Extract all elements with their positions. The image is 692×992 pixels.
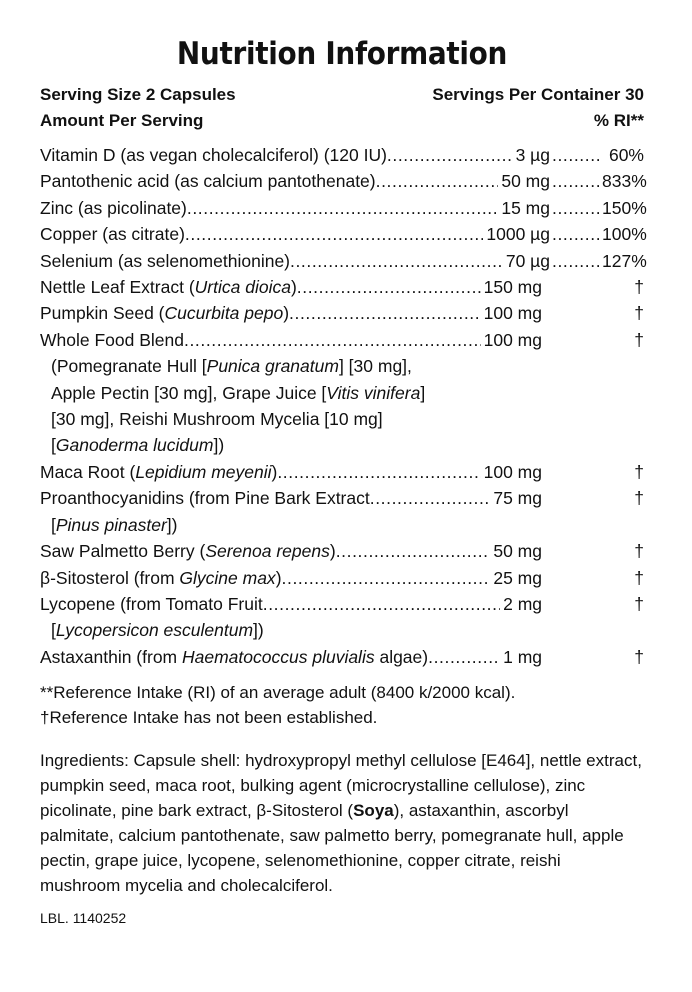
- ingredient-amount: 150 mg: [483, 277, 542, 298]
- leader-dots: [184, 327, 481, 353]
- nutrient-ri: 150%: [602, 197, 647, 218]
- nutrient-ri: 100%: [602, 224, 647, 245]
- blend-detail-line: (Pomegranate Hull [Punica granatum] [30 mg],: [51, 356, 412, 377]
- leader-dots: [336, 538, 491, 564]
- nutrient-amount: 1000 µg: [486, 224, 550, 245]
- ingredient-row: [40, 644, 644, 670]
- ingredient-amount: 25 mg: [493, 567, 542, 588]
- leader-dots: [282, 565, 491, 591]
- nutrient-row: [40, 195, 647, 221]
- nutrient-ri: 127%: [602, 250, 647, 271]
- nutrient-row: [40, 168, 647, 194]
- footnotes: [40, 680, 644, 730]
- leader-dots: [376, 168, 499, 194]
- leader-dots: [263, 591, 500, 617]
- nutrient-row: [40, 142, 644, 168]
- nutrient-name: Zinc (as picolinate): [40, 197, 187, 218]
- nutrient-row: [40, 221, 647, 247]
- nutrient-amount: 70 µg: [505, 250, 550, 271]
- ingredient-row: [40, 300, 644, 326]
- ingredient-name: Proanthocyanidins (from Pine Bark Extract: [40, 488, 370, 509]
- leader-dots: [187, 195, 498, 221]
- leader-dots: [550, 142, 602, 168]
- ingredients-text: Ingredients: Capsule shell: hydroxypropyl methyl cellulose [E464], nettle extract, pumpkin seed, maca root, bulking agent (microcrystalline cellulose), zinc picolinate, pine bark extract, β-Sitosterol (Soya), astaxanthin, ascorbyl palmitate, calcium pantothenate, saw palmetto berry, pomegranate hull, apple pectin, grape juice, lycopene, selenomethionine, copper citrate, reishi mushroom mycelia and cholecalciferol.: [40, 751, 642, 896]
- dagger-mark: †: [634, 461, 644, 482]
- ri-header: % RI**: [593, 111, 644, 130]
- ingredient-amount: 75 mg: [493, 488, 542, 509]
- ingredient-name: Saw Palmetto Berry (Serenoa repens): [40, 541, 336, 562]
- amount-header-row: [40, 108, 644, 134]
- ingredient-amount: 100 mg: [483, 461, 542, 482]
- footnote-dagger: †Reference Intake has not been established.: [40, 708, 378, 728]
- leader-dots: [550, 168, 602, 194]
- ingredient-row: [40, 459, 644, 485]
- nutrient-amount: 3 µg: [515, 145, 550, 165]
- blend-detail-line: [Ganoderma lucidum]): [51, 435, 225, 456]
- nutrient-name: Vitamin D (as vegan cholecalciferol) (120 IU): [40, 145, 387, 165]
- ingredient-row: [40, 327, 644, 353]
- nutrient-name: Selenium (as selenomethionine): [40, 250, 290, 271]
- leader-dots: [550, 221, 602, 247]
- pine-detail-line: [Pinus pinaster]): [51, 514, 178, 535]
- ingredient-amount: 100 mg: [483, 303, 542, 324]
- dagger-mark: †: [634, 277, 644, 298]
- panel-title: Nutrition Information: [176, 36, 508, 72]
- leader-dots: [185, 221, 483, 247]
- ingredient-amount: 1 mg: [503, 646, 542, 667]
- leader-dots: [387, 142, 513, 168]
- ingredient-name: Nettle Leaf Extract (Urtica dioica): [40, 277, 297, 298]
- ingredient-name: Lycopene (from Tomato Fruit: [40, 593, 263, 614]
- ingredient-name: β-Sitosterol (from Glycine max): [40, 567, 282, 588]
- ingredient-name: Whole Food Blend: [40, 329, 184, 350]
- dagger-mark: †: [634, 541, 644, 562]
- leader-dots: [550, 195, 602, 221]
- ingredient-row: [40, 565, 644, 591]
- dagger-mark: †: [634, 329, 644, 350]
- ingredient-name: Pumpkin Seed (Cucurbita pepo): [40, 303, 290, 324]
- footnote-ri: **Reference Intake (RI) of an average adult (8400 k/2000 kcal).: [40, 683, 516, 703]
- allergen-soya: Soya: [353, 801, 394, 821]
- nutrient-row: [40, 248, 647, 274]
- servings-per-container: Servings Per Container 30: [432, 85, 644, 104]
- leader-dots: [290, 248, 503, 274]
- serving-size: Serving Size 2 Capsules: [40, 85, 236, 104]
- dagger-mark: †: [634, 488, 644, 509]
- serving-row: [40, 82, 644, 108]
- leader-dots: [297, 274, 481, 300]
- ingredient-amount: 50 mg: [493, 541, 542, 562]
- ingredient-name: Astaxanthin (from Haematococcus pluvialis algae): [40, 646, 429, 667]
- leader-dots: [370, 485, 491, 511]
- leader-dots: [428, 644, 500, 670]
- nutrient-name: Copper (as citrate): [40, 224, 185, 245]
- blend-detail-line: [30 mg], Reishi Mushroom Mycelia [10 mg]: [51, 409, 383, 430]
- nutrient-amount: 15 mg: [501, 197, 550, 218]
- ingredient-row: [40, 591, 644, 617]
- ingredient-row: [40, 538, 644, 564]
- dagger-mark: †: [634, 593, 644, 614]
- ingredient-amount: 2 mg: [503, 593, 542, 614]
- dagger-mark: †: [634, 567, 644, 588]
- lycopene-detail-line: [Lycopersicon esculentum]): [51, 620, 264, 641]
- nutrient-list: [40, 142, 647, 670]
- dagger-mark: †: [634, 303, 644, 324]
- ingredient-row: [40, 485, 644, 511]
- amount-per-serving: Amount Per Serving: [40, 111, 204, 130]
- dagger-mark: †: [634, 646, 644, 667]
- nutrient-ri: 833%: [602, 171, 647, 192]
- nutrient-name: Pantothenic acid (as calcium pantothenate): [40, 171, 376, 192]
- leader-dots: [289, 300, 481, 326]
- ingredient-name: Maca Root (Lepidium meyenii): [40, 461, 278, 482]
- label-code: LBL. 1140252: [40, 910, 127, 927]
- blend-detail-line: Apple Pectin [30 mg], Grape Juice [Vitis vinifera]: [51, 382, 426, 403]
- nutrient-ri: 60%: [608, 145, 644, 165]
- leader-dots: [277, 459, 480, 485]
- nutrition-panel: [40, 36, 647, 928]
- leader-dots: [550, 248, 602, 274]
- ingredient-row: [40, 274, 644, 300]
- nutrient-amount: 50 mg: [501, 171, 550, 192]
- ingredient-amount: 100 mg: [483, 329, 542, 350]
